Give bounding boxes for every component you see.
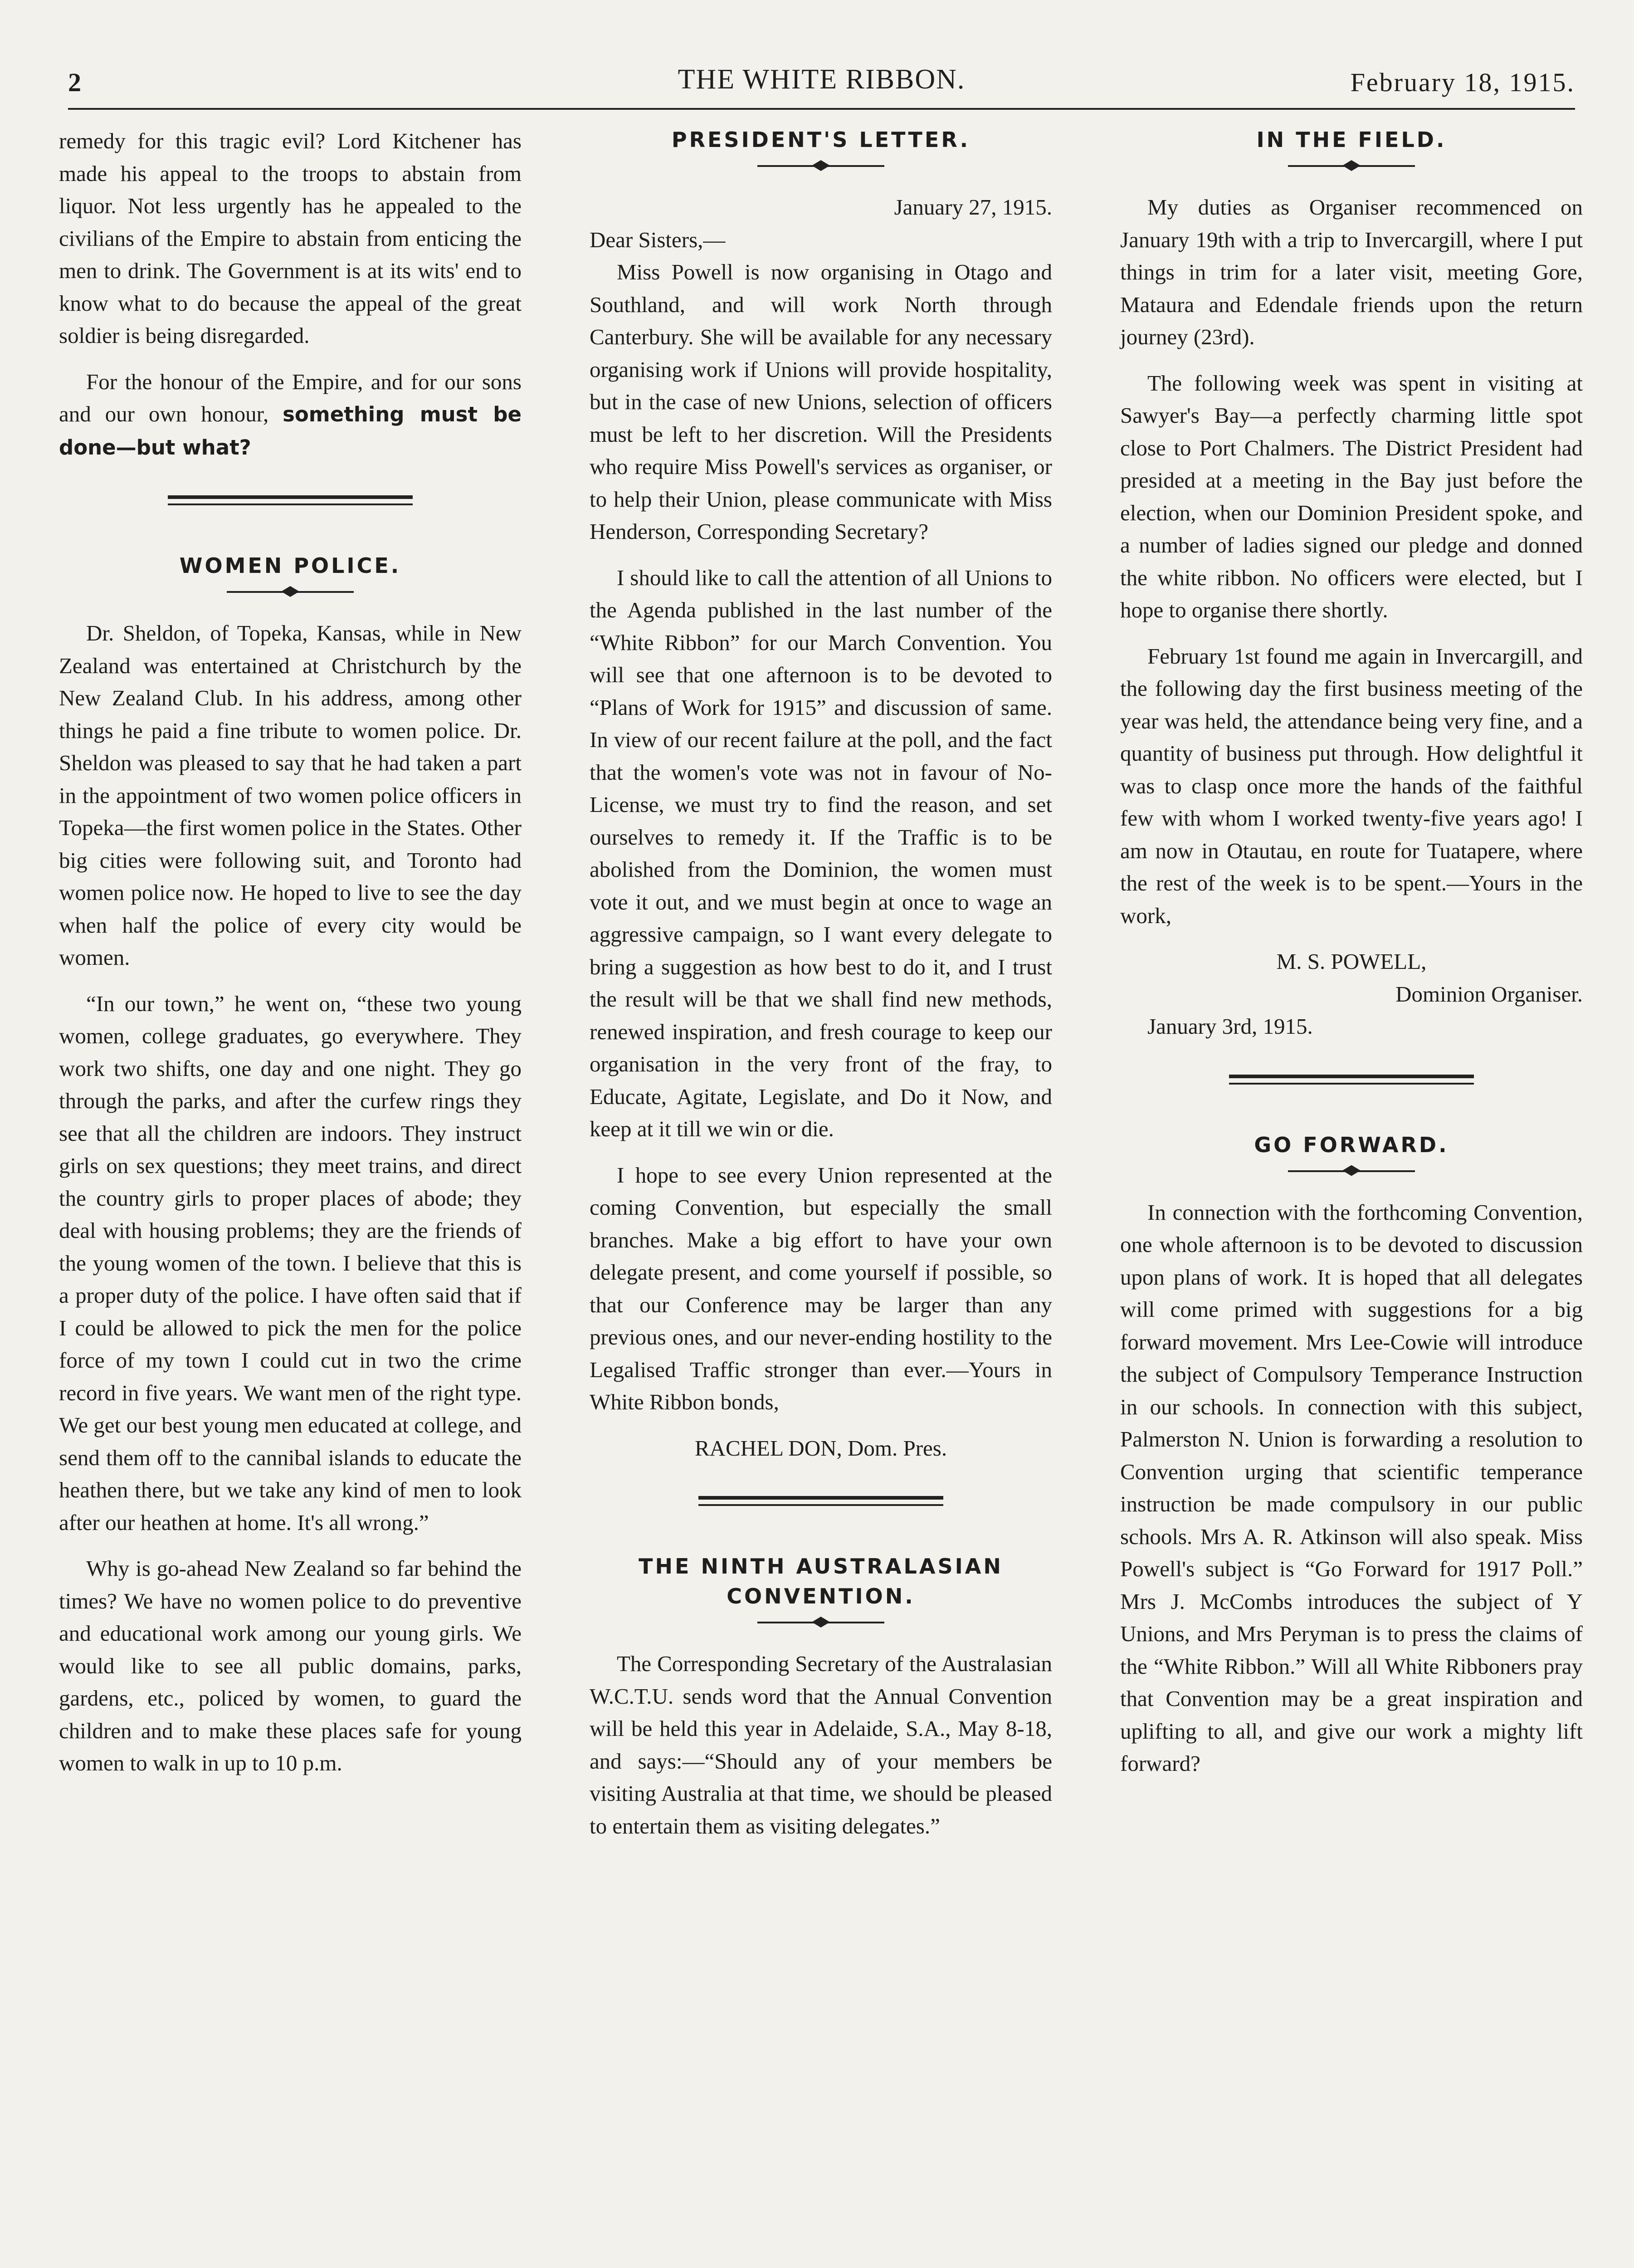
field-signature-name: M. S. POWELL, [1276,949,1427,974]
section-divider [168,495,413,505]
heading-ornament [757,159,884,173]
women-police-heading: WOMEN POLICE. [179,553,401,578]
letter-paragraph: I hope to see every Union represented at the coming Convention, but especially the small branches. Make a big effort to have your own delegate present, and come yourself if possible, so that our Conference may be larger than any previous ones, and our never-ending hostility to the Legalised Traffic stronger than ever.—Yours in White Ribbon bonds, [590,1162,1052,1414]
article-continuation: remedy for this tragic evil? Lord Kitchener has made his appeal to the troops to abstain from liquor. Not less urgently has he appealed to the civilians of the Empire to abstain from enticing the men to drink. The Government is at its wits' end to know what to do because the appeal of the great soldier is being disregarded. [59,128,522,348]
page-header [68,64,1575,104]
in-the-field-heading: IN THE FIELD. [1256,127,1447,152]
presidents-letter-heading: PRESIDENT'S LETTER. [671,127,971,152]
women-police-paragraph: Why is go-ahead New Zealand so far behind the times? We have no women police to do preventive and educational work among our young girls. We would like to see all public domains, parks, gardens, etc., policed by women, to guard the children and to make these places safe for young women to walk in up to 10 p.m. [59,1556,522,1775]
article-closing [59,366,522,464]
column-1 [59,125,522,1793]
go-forward-heading: GO FORWARD. [1254,1132,1449,1157]
heading-ornament [1288,159,1415,173]
letter-paragraph: I should like to call the attention of all Unions to the Agenda published in the last number of the “White Ribbon” for our March Convention. You will see that one afternoon is to be devoted to “Plans of Work for 1915” and discussion of same. In view of our recent failure at the poll, and the fact that the women's vote was not in favour of No-License, we must try to find the reason, and set ourselves to remedy it. If the Traffic is to be abolished from the Dominion, the women must vote it out, and we must begin at once to wage an aggressive campaign, so I want every delegate to bring a suggestion as how best to do it, and I trust the result will be that we shall find new methods, renewed inspiration, and fresh courage to keep our organisation in the very front of the fray, to Educate, Agitate, Legislate, and Do it Now, and keep at it till we win or die. [590,565,1052,1141]
article-closing-text: For the honour of the Empire, and for our sons and our own honour, [59,369,522,426]
field-signature-title: Dominion Organiser. [1395,981,1583,1007]
letter-signature: RACHEL DON, Dom. Pres. [694,1435,947,1461]
column-3 [1120,125,1583,1794]
section-divider [698,1496,943,1506]
field-paragraph: February 1st found me again in Invercargill, and the following day the first business meeting of the year was held, the attendance being very fine, and a quantity of business put through. How delightful it was to clasp once more the hands of the faithful few with whom I worked twenty-five years ago! I am now in Otautau, en route for Tuatapere, where the rest of the week is to be spent.—Yours in the work, [1120,643,1583,928]
letter-date: January 27, 1915. [894,195,1052,220]
go-forward-paragraph: In connection with the forthcoming Convention, one whole afternoon is to be devoted to discussion upon plans of work. It is hoped that all delegates will come primed with suggestions for a big forward movement. Mrs Lee-Cowie will introduce the subject of Compulsory Temperance Instruction in our schools. In connection with this subject, Palmerston N. Union is forwarding a resolution to Convention urging that scientific temperance instruction be made compulsory in our public schools. Mrs A. R. Atkinson will also speak. Miss Powell's subject is “Go Forward for 1917 Poll.” Mrs J. McCombs introduces the subject of Y Unions, and Mrs Peryman is to press the claims of the “White Ribbon.” Will all White Ribboners pray that Convention may be a great inspiration and uplifting to all, and give our work a mighty lift forward? [1120,1199,1583,1776]
issue-date: February 18, 1915. [1350,68,1575,97]
letter-salutation: Dear Sisters,— [590,227,726,252]
header-rule [68,108,1575,110]
heading-ornament [227,585,354,599]
section-divider [1229,1075,1474,1085]
women-police-paragraph: “In our town,” he went on, “these two young women, college graduates, go everywhere. They work two shifts, one day and one night. They go through the parks, and after the curfew rings they see that all the children are indoors. They instruct girls on sex questions; they meet trains, and direct the country girls to proper places of abode; they deal with housing problems; they are the friends of the young women of the town. I believe that this is a proper duty of the police. I have often said that if I could be allowed to pick the men for the police force of my town I could cut in two the crime record in five years. We want men of the right type. We get our best young men educated at college, and send them off to the cannibal islands to educate the heathen there, but we take any kind of men to look after our heathen at home. It's all wrong.” [59,991,522,1535]
field-paragraph: My duties as Organiser recommenced on January 19th with a trip to Invercargill, where I put things in trim for a later visit, meeting Gore, Mataura and Edendale friends upon the return journey (23rd). [1120,195,1583,349]
ninth-convention-heading: THE NINTH AUSTRALASIAN CONVENTION. [639,1554,1003,1608]
page-number: 2 [68,68,81,97]
heading-ornament [1288,1164,1415,1178]
letter-paragraph: Miss Powell is now organising in Otago and Southland, and will work North through Canterbury. She will be available for any necessary organising work if Unions will provide hospitality, but in the case of new Unions, selection of officers must be left to her discretion. Will the Presidents who require Miss Powell's services as organiser, or to help their Union, please communicate with Miss Henderson, Corresponding Secretary? [590,259,1052,544]
field-date: January 3rd, 1915. [1147,1014,1313,1039]
publication-title: THE WHITE RIBBON. [678,64,966,95]
convention-paragraph: The Corresponding Secretary of the Australasian W.C.T.U. sends word that the Annual Convention will be held this year in Adelaide, S.A., May 8-18, and says:—“Should any of your members be visiting Australia at that time, we should be pleased to entertain them as visiting delegates.” [590,1651,1052,1838]
field-paragraph: The following week was spent in visiting at Sawyer's Bay—a perfectly charming little spot close to Port Chalmers. The District President had presided at a meeting in the Bay just before the election, when our Dominion President spoke, and a number of ladies signed our pledge and donned the white ribbon. No officers were elected, but I hope to organise there shortly. [1120,370,1583,622]
heading-ornament [757,1616,884,1629]
women-police-paragraph: Dr. Sheldon, of Topeka, Kansas, while in New Zealand was entertained at Christchurch by the New Zealand Club. In his address, among other things he paid a fine tribute to women police. Dr. Sheldon was pleased to say that he had taken a part in the appointment of two women police officers in Topeka—the first women police in the States. Other big cities were following suit, and Toronto had women police now. He hoped to live to see the day when half the police of every city would be women. [59,621,522,970]
column-2 [590,125,1052,1856]
article-closing-bold: something must be done—but what? [59,402,522,459]
